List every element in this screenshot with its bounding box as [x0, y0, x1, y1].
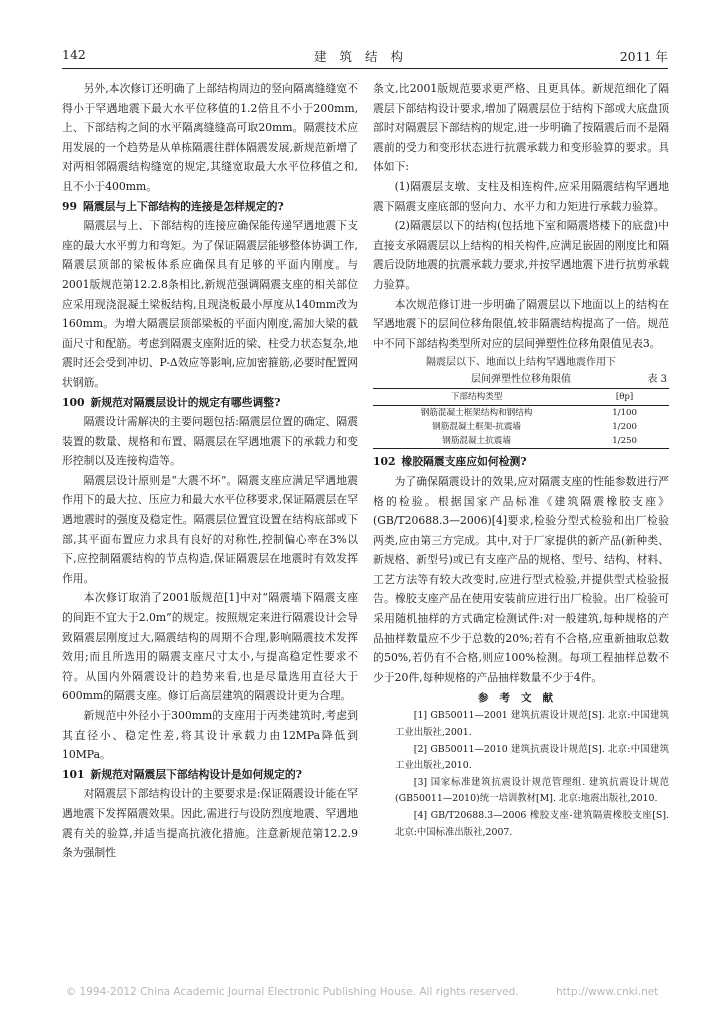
question-text: 新规范对隔震层设计的规定有哪些调整?: [90, 395, 281, 409]
question-heading: [62, 393, 358, 413]
drift-limit-table: [373, 388, 669, 449]
reference-item: [3] 国家标准建筑抗震设计规范管理组. 建筑抗震设计规范(GB50011—2010)统一培训教材[M]. 北京:地震出版社,2010.: [395, 776, 669, 805]
body-paragraph: (2)隔震层以下的结构(包括地下室和隔震塔楼下的底盘)中直接支承隔震层以上结构的相关构件,应满足嵌固的刚度比和隔震后设防地震的抗震承载力要求,并按罕遇地震下进行抗剪承载力验算。: [373, 219, 669, 291]
question-number: 100: [62, 395, 85, 409]
question-text: 新规范对隔震层下部结构设计是如何规定的?: [90, 767, 303, 781]
table-header-structure-type: 下部结构类型: [373, 389, 580, 406]
reference-item: [2] GB50011—2010 建筑抗震设计规范[S]. 北京:中国建筑工业出版社,2010.: [395, 743, 669, 772]
page-footer: [0, 986, 724, 998]
body-paragraph: 为了确保隔震设计的效果,应对隔震支座的性能参数进行严格的检验。根据国家产品标准《建筑隔震橡胶支座》(GB/T20688.3—2006)[4]要求,检验分型式检验和出厂检验两类,应由第三方完成。其中,对于厂家提供的新产品(新种类、新规格、新型号)或已有支座产品的规格、型号、结构、材料、工艺方法等有较大改变时,应进行型式检验,并提供型式检验报告。橡胶支座产品在使用安装前应进行出厂检验。出厂检验可采用随机抽样的方式确定检测试件:对一般建筑,每种规格的产品抽样数量应不少于总数的20%;若有不合格,应重新抽取总数的50%,若仍有不合格,则应100%检测。每项工程抽样总数不少于20件,每种规格的产品抽样数量不少于4件。: [373, 474, 669, 684]
table-cell: 钢筋混凝土框架结构和钢结构: [420, 408, 533, 419]
body-paragraph: 对隔震层下部结构设计的主要要求是:保证隔震设计能在罕遇地震下发挥隔震效果。因此,需进行与设防烈度地震、罕遇地震有关的验算,并适当提高抗液化措施。注意新规范第12.2.9条为强制性: [62, 787, 358, 860]
question-number: 101: [62, 767, 85, 781]
references-title: 参考文献: [478, 692, 564, 705]
reference-item: [1] GB50011—2001 建筑抗震设计规范[S]. 北京:中国建筑工业出版社,2001.: [395, 710, 669, 739]
copyright-notice: © 1994-2012 China Academic Journal Electronic Publishing House. All rights reserved.: [65, 986, 519, 998]
body-paragraph: 隔震层设计原则是“大震不坏”。隔震支座应满足罕遇地震作用下的最大拉、压应力和最大水平位移要求,保证隔震层在罕遇地震时的强度及稳定性。隔震层位置宜设置在结构底部或下部,其平面布置应力求具有良好的对称性,控制偏心率在3%以下,应控制隔震结构的节点构造,保证隔震层在地震时有效发挥作用。: [62, 473, 358, 585]
table-number: 表 3: [647, 374, 667, 386]
table-caption: [373, 354, 669, 388]
table-cell: 1/200: [612, 422, 637, 433]
reference-item: [4] GB/T20688.3—2006 橡胶支座-建筑隔震橡胶支座[S]. 北京:中国标准出版社,2007.: [395, 810, 669, 838]
question-number: 99: [62, 199, 78, 213]
table-cell: 1/250: [580, 434, 669, 449]
table-row: [373, 420, 669, 434]
right-column-bottom: [373, 452, 669, 687]
body-paragraph: 另外,本次修订还明确了上部结构周边的竖向隔离缝缝宽不得小于罕遇地震下最大水平位移值的1.2倍且不小于200mm,上、下部结构之间的水平隔离缝缝高可取20mm。隔震技术应用发展的一个趋势是从单栋隔震往群体隔震发展,新规范新增了对两相邻隔震结构缝宽的规定,其缝宽取最大水平位移值之和,且不小于400mm。: [62, 82, 358, 193]
question-heading: [373, 452, 669, 472]
header-rule: [62, 68, 668, 69]
body-paragraph: 新规范中外径小于300mm的支座用于丙类建筑时,考虑到其直径小、稳定性差,将其设计承载力由12MPa降低到10MPa。: [62, 709, 358, 762]
journal-name: 建筑结构: [313, 49, 416, 64]
body-paragraph: 本次规范修订进一步明确了隔震层以下地面以上的结构在罕遇地震下的层间位移角限值,较非隔震结构提高了一倍。规范中不同下部结构类型所对应的层间弹塑性位移角限值见表3。: [373, 297, 669, 350]
question-heading: [62, 765, 358, 785]
table-row: [373, 406, 669, 421]
question-heading: [62, 197, 358, 217]
table-cell: 钢筋混凝土框架-抗震墙: [432, 422, 522, 433]
table-caption-line2: 层间弹塑性位移角限值: [471, 374, 571, 386]
table-cell: 钢筋混凝土抗震墙: [373, 434, 580, 449]
table-caption-line1: 隔震层以下、地面以上结构罕遇地震作用下: [426, 357, 616, 369]
references-list: [373, 708, 669, 841]
issue-year: 2011 年: [619, 49, 668, 64]
body-paragraph: 本次修订取消了2001版规范[1]中对“隔震墙下隔震支座的间距不宜大于2.0m”的规定。按照规定来进行隔震设计会导致隔震层刚度过大,隔震结构的周期不合理,影响隔震技术发挥效用;而且所选用的隔震支座尺寸太小,与提高稳定性要求不符。从国内外隔震设计的趋势来看,也是尽量选用直径大于600mm的隔震支座。修订后高层建筑的隔震设计更为合理。: [62, 591, 358, 703]
footer-url[interactable]: http://www.cnki.net: [556, 986, 659, 998]
right-column: [373, 79, 669, 841]
table-header-drift-limit: [θp]: [580, 389, 669, 406]
body-paragraph: 条文,比2001版规范要求更严格、且更具体。新规范细化了隔震层下部结构设计要求,增加了隔震层位于结构下部或大底盘顶部时对隔震层下部结构的规定,进一步明确了按隔震后而不是隔震前的受力和变形状态进行抗震承载力和变形验算的要求。具体如下:: [373, 82, 669, 174]
left-column: [62, 79, 358, 863]
question-text: 隔震层与上下部结构的连接是怎样规定的?: [83, 199, 284, 213]
right-column-top: [373, 79, 669, 353]
page-number: 142: [62, 47, 86, 62]
question-number: 102: [373, 455, 396, 469]
body-paragraph: (1)隔震层支墩、支柱及相连构件,应采用隔震结构罕遇地震下隔震支座底部的竖向力、水平力和力矩进行承载力验算。: [373, 179, 669, 213]
body-paragraph: 隔震设计需解决的主要问题包括:隔震层位置的确定、隔震装置的数量、规格和布置、隔震层在罕遇地震下的承载力和变形控制以及连接构造等。: [62, 415, 358, 468]
body-paragraph: 隔震层与上、下部结构的连接应确保能传递罕遇地震下支座的最大水平剪力和弯矩。为了保证隔震层能够整体协调工作,隔震层顶部的梁板体系应确保具有足够的平面内刚度。与2001版规范第12.2.8条相比,新规范强调隔震支座的相关部位应采用现浇混凝土梁板结构,且现浇板最小厚度从140mm改为160mm。为增大隔震层顶部梁板的平面内刚度,需加大梁的截面尺寸和配筋。考虑到隔震支座附近的梁、柱受力状态复杂,地震时还会受到冲切、P-Δ效应等影响,应加密箍筋,必要时配置网状钢筋。: [62, 219, 358, 389]
table-row: [373, 434, 669, 449]
page-header: [62, 47, 668, 67]
table-cell: 1/100: [612, 408, 637, 419]
question-text: 橡胶隔震支座应如何检测?: [401, 455, 527, 469]
